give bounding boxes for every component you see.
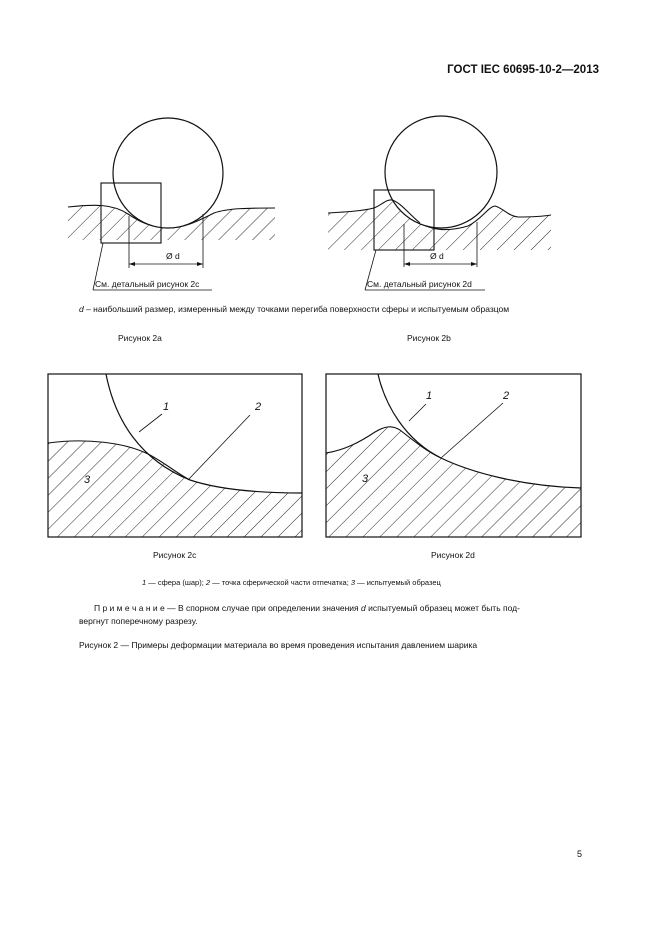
fig2d-label-1: 1 <box>426 390 433 402</box>
note <box>79 602 520 628</box>
legend-text-1: — сфера (шар); <box>146 578 206 587</box>
caption-fig-2a: Рисунок 2a <box>118 333 162 343</box>
caption-fig-2d: Рисунок 2d <box>431 550 475 560</box>
fig2c-label-3: 3 <box>84 474 91 486</box>
figure-2a-drawing <box>68 118 275 290</box>
note-line1-rest: испытуемый образец может быть под- <box>365 603 520 613</box>
legend <box>142 578 441 587</box>
legend-num-1: 1 <box>142 578 147 587</box>
page-number: 5 <box>577 849 583 859</box>
d-definition <box>79 304 509 314</box>
figure-2c-drawing <box>48 374 302 537</box>
note-prefix: П р и м е ч а н и е — В спорном случае при определении значения <box>94 603 362 613</box>
figure-title: Рисунок 2 — Примеры деформации материала во время проведения испытания давлением шарика <box>79 640 478 650</box>
fig2a-sphere <box>113 118 223 228</box>
fig2a-detail-callout: См. детальный рисунок 2с <box>95 279 200 289</box>
d-definition-text: – наибольший размер, измеренный между точками перегиба поверхности сферы и испытуемым образцом <box>83 304 510 314</box>
note-symbol: d <box>361 603 366 613</box>
fig2c-specimen-hatch <box>48 441 302 537</box>
fig2c-label-2: 2 <box>255 401 262 413</box>
caption-fig-2b: Рисунок 2b <box>407 333 451 343</box>
legend-text-2: — точка сферической части отпечатка; <box>210 578 351 587</box>
caption-fig-2c: Рисунок 2c <box>153 550 197 560</box>
fig2b-detail-callout: См. детальный рисунок 2d <box>367 279 472 289</box>
fig2a-dimension-label: Ø d <box>166 251 180 261</box>
fig2d-label-2: 2 <box>503 390 510 402</box>
legend-text-3: — испытуемый образец <box>355 578 441 587</box>
figure-2b-drawing <box>328 116 551 290</box>
fig2b-dimension-label: Ø d <box>430 251 444 261</box>
d-symbol: d <box>79 304 84 314</box>
fig2d-label-3: 3 <box>362 473 369 485</box>
legend-num-3: 3 <box>350 578 356 587</box>
figure-2d-drawing <box>326 374 581 537</box>
note-line2: вергнут поперечному разрезу. <box>79 616 198 626</box>
fig2b-sphere <box>385 116 497 228</box>
fig2c-label-1: 1 <box>163 401 170 413</box>
document-header: ГОСТ IEC 60695-10-2—2013 <box>447 64 599 76</box>
legend-num-2: 2 <box>205 578 211 587</box>
